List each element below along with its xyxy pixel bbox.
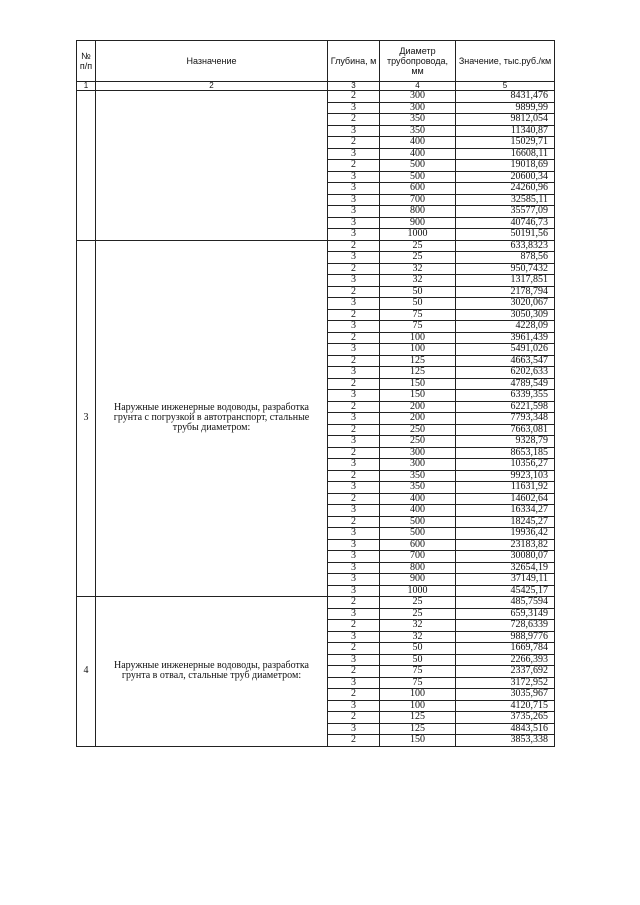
diameter-cell: 350 (380, 470, 456, 482)
depth-cell: 2 (328, 332, 380, 344)
value-cell: 4789,549 (456, 378, 555, 390)
value-cell: 5491,026 (456, 344, 555, 356)
diameter-cell: 300 (380, 459, 456, 471)
diameter-cell: 200 (380, 401, 456, 413)
column-number: 5 (456, 82, 555, 91)
value-cell: 2337,692 (456, 666, 555, 678)
value-cell: 4663,547 (456, 355, 555, 367)
value-cell: 4228,09 (456, 321, 555, 333)
depth-cell: 2 (328, 309, 380, 321)
depth-cell: 3 (328, 608, 380, 620)
column-number: 1 (77, 82, 96, 91)
depth-cell: 2 (328, 735, 380, 747)
depth-cell: 2 (328, 493, 380, 505)
depth-cell: 3 (328, 723, 380, 735)
value-cell: 19936,42 (456, 528, 555, 540)
row-description (96, 91, 328, 241)
value-cell: 23183,82 (456, 539, 555, 551)
value-cell: 9328,79 (456, 436, 555, 448)
table-row (77, 91, 555, 103)
value-cell: 728,6339 (456, 620, 555, 632)
diameter-cell: 1000 (380, 585, 456, 597)
value-cell: 24260,96 (456, 183, 555, 195)
depth-cell: 3 (328, 654, 380, 666)
diameter-cell: 250 (380, 424, 456, 436)
diameter-cell: 900 (380, 574, 456, 586)
diameter-cell: 500 (380, 516, 456, 528)
depth-cell: 2 (328, 378, 380, 390)
diameter-cell: 32 (380, 275, 456, 287)
value-cell: 485,7594 (456, 597, 555, 609)
depth-cell: 2 (328, 114, 380, 126)
depth-cell: 3 (328, 413, 380, 425)
value-cell: 7663,081 (456, 424, 555, 436)
value-cell: 11340,87 (456, 125, 555, 137)
value-cell: 18245,27 (456, 516, 555, 528)
value-cell: 10356,27 (456, 459, 555, 471)
diameter-cell: 250 (380, 436, 456, 448)
diameter-cell: 125 (380, 367, 456, 379)
diameter-cell: 350 (380, 114, 456, 126)
value-cell: 3050,309 (456, 309, 555, 321)
value-cell: 633,8323 (456, 240, 555, 252)
diameter-cell: 50 (380, 298, 456, 310)
diameter-cell: 500 (380, 528, 456, 540)
diameter-cell: 350 (380, 125, 456, 137)
column-number: 2 (96, 82, 328, 91)
diameter-cell: 125 (380, 723, 456, 735)
value-cell: 6202,633 (456, 367, 555, 379)
diameter-cell: 1000 (380, 229, 456, 241)
depth-cell: 3 (328, 700, 380, 712)
depth-cell: 3 (328, 574, 380, 586)
diameter-cell: 125 (380, 355, 456, 367)
row-index (77, 91, 96, 241)
diameter-cell: 300 (380, 91, 456, 103)
value-cell: 4120,715 (456, 700, 555, 712)
depth-cell: 2 (328, 597, 380, 609)
value-cell: 4843,516 (456, 723, 555, 735)
depth-cell: 3 (328, 482, 380, 494)
value-cell: 659,3149 (456, 608, 555, 620)
value-cell: 3853,338 (456, 735, 555, 747)
depth-cell: 3 (328, 505, 380, 517)
diameter-cell: 75 (380, 321, 456, 333)
diameter-cell: 100 (380, 332, 456, 344)
value-cell: 3735,265 (456, 712, 555, 724)
value-cell: 1317,851 (456, 275, 555, 287)
depth-cell: 3 (328, 183, 380, 195)
value-cell: 40746,73 (456, 217, 555, 229)
diameter-cell: 500 (380, 160, 456, 172)
depth-cell: 3 (328, 102, 380, 114)
value-cell: 7793,348 (456, 413, 555, 425)
depth-cell: 2 (328, 643, 380, 655)
depth-cell: 2 (328, 91, 380, 103)
depth-cell: 2 (328, 263, 380, 275)
diameter-cell: 200 (380, 413, 456, 425)
value-cell: 2266,393 (456, 654, 555, 666)
depth-cell: 3 (328, 436, 380, 448)
depth-cell: 3 (328, 148, 380, 160)
value-cell: 50191,56 (456, 229, 555, 241)
diameter-cell: 75 (380, 309, 456, 321)
value-cell: 35577,09 (456, 206, 555, 218)
value-cell: 11631,92 (456, 482, 555, 494)
diameter-cell: 150 (380, 390, 456, 402)
value-cell: 30080,07 (456, 551, 555, 563)
diameter-cell: 300 (380, 102, 456, 114)
diameter-cell: 500 (380, 171, 456, 183)
diameter-cell: 100 (380, 700, 456, 712)
depth-cell: 3 (328, 677, 380, 689)
value-cell: 15029,71 (456, 137, 555, 149)
diameter-cell: 150 (380, 735, 456, 747)
value-cell: 6339,355 (456, 390, 555, 402)
depth-cell: 2 (328, 470, 380, 482)
value-cell: 32585,11 (456, 194, 555, 206)
value-cell: 2178,794 (456, 286, 555, 298)
row-description: Наружные инженерные водоводы, разработка грунта с погрузкой в автотранспорт, стальные трубы диаметром: (96, 240, 328, 597)
diameter-cell: 32 (380, 620, 456, 632)
depth-cell: 3 (328, 194, 380, 206)
depth-cell: 3 (328, 321, 380, 333)
depth-cell: 2 (328, 424, 380, 436)
diameter-cell: 600 (380, 183, 456, 195)
diameter-cell: 75 (380, 666, 456, 678)
value-cell: 8653,185 (456, 447, 555, 459)
depth-cell: 2 (328, 620, 380, 632)
diameter-cell: 25 (380, 608, 456, 620)
diameter-cell: 600 (380, 539, 456, 551)
header-diameter: Диаметр трубопровода, мм (380, 41, 456, 82)
depth-cell: 3 (328, 206, 380, 218)
table-body (77, 91, 555, 747)
depth-cell: 2 (328, 666, 380, 678)
depth-cell: 2 (328, 401, 380, 413)
depth-cell: 2 (328, 689, 380, 701)
depth-cell: 3 (328, 125, 380, 137)
value-cell: 37149,11 (456, 574, 555, 586)
row-description: Наружные инженерные водоводы, разработка грунта в отвал, стальные труб диаметром: (96, 597, 328, 747)
value-cell: 9812,054 (456, 114, 555, 126)
value-cell: 9923,103 (456, 470, 555, 482)
depth-cell: 2 (328, 137, 380, 149)
header-value: Значение, тыс.руб./км (456, 41, 555, 82)
diameter-cell: 25 (380, 597, 456, 609)
table-header-row (77, 41, 555, 82)
value-cell: 3172,952 (456, 677, 555, 689)
depth-cell: 2 (328, 240, 380, 252)
depth-cell: 3 (328, 298, 380, 310)
table-row (77, 597, 555, 609)
value-cell: 8431,476 (456, 91, 555, 103)
diameter-cell: 400 (380, 137, 456, 149)
diameter-cell: 100 (380, 689, 456, 701)
value-cell: 3035,967 (456, 689, 555, 701)
value-cell: 950,7432 (456, 263, 555, 275)
depth-cell: 3 (328, 539, 380, 551)
value-cell: 20600,34 (456, 171, 555, 183)
column-number-row (77, 82, 555, 91)
value-cell: 16334,27 (456, 505, 555, 517)
value-cell: 14602,64 (456, 493, 555, 505)
depth-cell: 3 (328, 171, 380, 183)
diameter-cell: 50 (380, 286, 456, 298)
header-number: № п/п (77, 41, 96, 82)
depth-cell: 2 (328, 160, 380, 172)
diameter-cell: 100 (380, 344, 456, 356)
row-index: 4 (77, 597, 96, 747)
depth-cell: 2 (328, 286, 380, 298)
diameter-cell: 400 (380, 148, 456, 160)
value-cell: 45425,17 (456, 585, 555, 597)
header-purpose: Назначение (96, 41, 328, 82)
diameter-cell: 125 (380, 712, 456, 724)
depth-cell: 3 (328, 229, 380, 241)
diameter-cell: 700 (380, 194, 456, 206)
depth-cell: 3 (328, 551, 380, 563)
depth-cell: 3 (328, 217, 380, 229)
depth-cell: 3 (328, 344, 380, 356)
diameter-cell: 32 (380, 263, 456, 275)
depth-cell: 2 (328, 447, 380, 459)
diameter-cell: 300 (380, 447, 456, 459)
diameter-cell: 25 (380, 240, 456, 252)
diameter-cell: 800 (380, 562, 456, 574)
depth-cell: 3 (328, 367, 380, 379)
diameter-cell: 900 (380, 217, 456, 229)
diameter-cell: 800 (380, 206, 456, 218)
diameter-cell: 400 (380, 493, 456, 505)
value-cell: 1669,784 (456, 643, 555, 655)
diameter-cell: 350 (380, 482, 456, 494)
depth-cell: 3 (328, 562, 380, 574)
value-cell: 19018,69 (456, 160, 555, 172)
depth-cell: 2 (328, 355, 380, 367)
table-row (77, 240, 555, 252)
value-cell: 32654,19 (456, 562, 555, 574)
value-cell: 3961,439 (456, 332, 555, 344)
depth-cell: 3 (328, 528, 380, 540)
header-depth: Глубина, м (328, 41, 380, 82)
price-table (76, 40, 555, 747)
depth-cell: 3 (328, 252, 380, 264)
column-number: 3 (328, 82, 380, 91)
row-index: 3 (77, 240, 96, 597)
depth-cell: 2 (328, 516, 380, 528)
depth-cell: 3 (328, 631, 380, 643)
diameter-cell: 50 (380, 643, 456, 655)
depth-cell: 3 (328, 390, 380, 402)
value-cell: 878,56 (456, 252, 555, 264)
diameter-cell: 75 (380, 677, 456, 689)
diameter-cell: 50 (380, 654, 456, 666)
column-number: 4 (380, 82, 456, 91)
depth-cell: 3 (328, 275, 380, 287)
diameter-cell: 32 (380, 631, 456, 643)
diameter-cell: 400 (380, 505, 456, 517)
diameter-cell: 700 (380, 551, 456, 563)
value-cell: 9899,99 (456, 102, 555, 114)
value-cell: 16608,11 (456, 148, 555, 160)
diameter-cell: 25 (380, 252, 456, 264)
value-cell: 988,9776 (456, 631, 555, 643)
value-cell: 6221,598 (456, 401, 555, 413)
value-cell: 3020,067 (456, 298, 555, 310)
depth-cell: 3 (328, 459, 380, 471)
depth-cell: 2 (328, 712, 380, 724)
diameter-cell: 150 (380, 378, 456, 390)
depth-cell: 3 (328, 585, 380, 597)
